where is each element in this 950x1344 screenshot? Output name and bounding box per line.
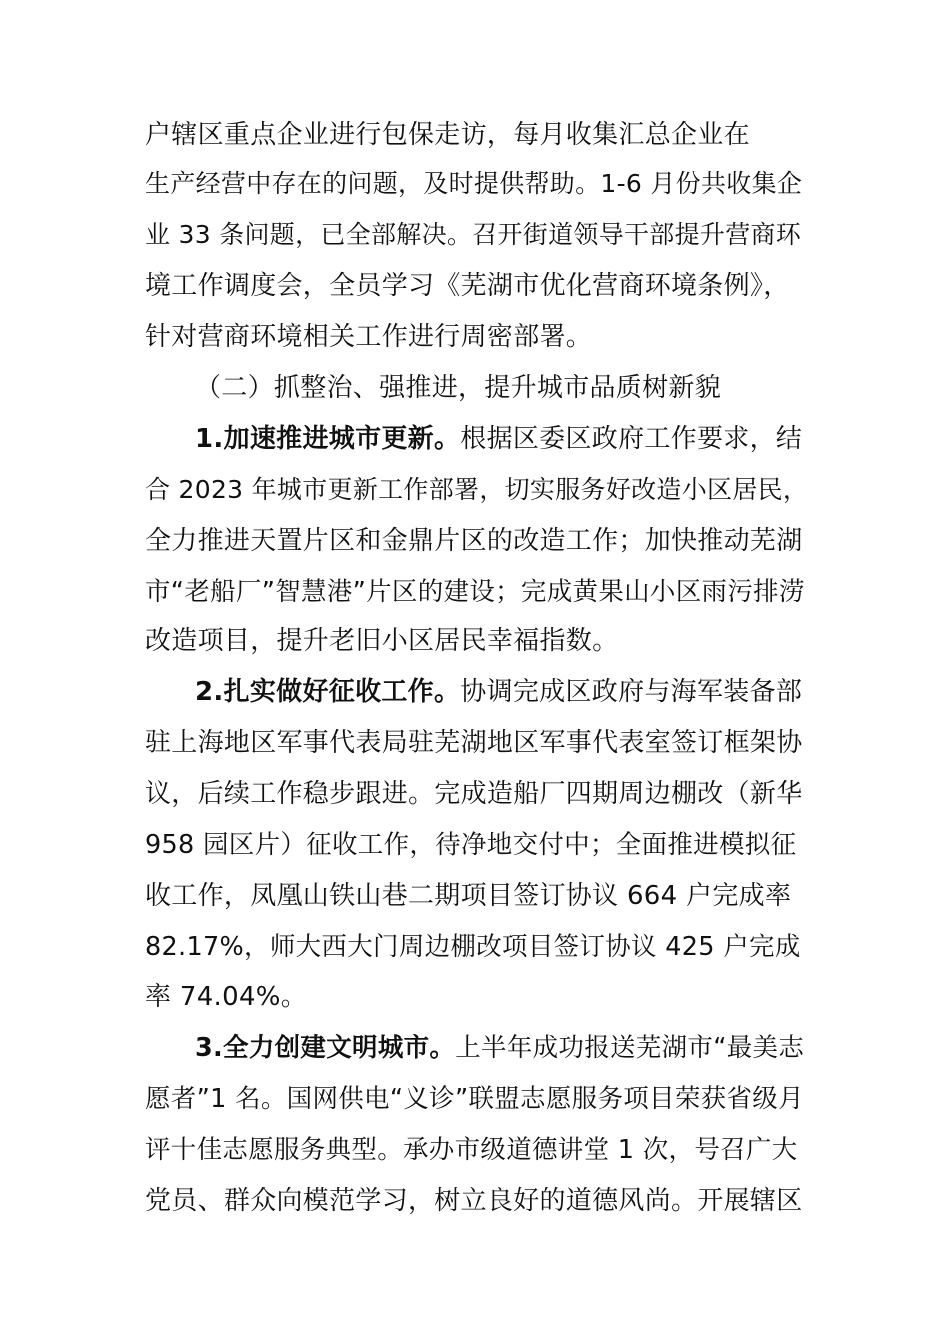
line-text: 议，后续工作稳步跟进。完成造船厂四期周边棚改（新华 (145, 779, 803, 809)
line-text: 根据区委区政府工作要求，结 (460, 424, 803, 454)
line-text: 改造项目，提升老旧小区居民幸福指数。 (145, 626, 619, 656)
text-line (145, 524, 803, 558)
text-line (145, 930, 801, 964)
line-text: 党员、群众向模范学习，树立良好的道德风尚。开展辖区 (145, 1186, 803, 1216)
text-line (145, 624, 618, 658)
line-text: 愿者”1 名。国网供电“义诊”联盟志愿服务项目荣获省级月 (145, 1084, 804, 1114)
line-text: 协调完成区政府与海军装备部 (460, 677, 803, 707)
text-line (145, 118, 750, 152)
line-text: 户辖区重点企业进行包保走访，每月收集汇总企业在 (145, 120, 750, 150)
text-line (145, 726, 803, 760)
text-line (145, 777, 803, 811)
line-text: 958 园区片）征收工作，待净地交付中；全面推进模拟征 (145, 830, 797, 860)
paragraph-start (195, 1031, 804, 1065)
line-text: 上半年成功报送芜湖市“最美志 (455, 1033, 805, 1063)
line-text: 率 74.04%。 (145, 982, 308, 1012)
text-line (145, 167, 802, 201)
text-line (145, 320, 592, 354)
line-text: 全力推进天置片区和金鼎片区的改造工作；加快推动芜湖 (145, 526, 803, 556)
line-text: 合 2023 年城市更新工作部署，切实服务好改造小区居民， (145, 475, 809, 504)
line-text: （二）抓整治、强推进，提升城市品质树新貌 (195, 373, 722, 403)
line-text: 收工作，凤凰山铁山巷二期项目签订协议 664 户完成率 (145, 881, 792, 911)
text-line (145, 473, 808, 507)
text-line (145, 828, 796, 862)
text-line (145, 218, 801, 252)
text-line (145, 1082, 804, 1116)
line-text: 市“老船厂”智慧港”片区的建设；完成黄果山小区雨污排涝 (145, 577, 805, 607)
paragraph-start (195, 422, 802, 456)
text-line (145, 980, 307, 1014)
line-text: 评十佳志愿服务典型。承办市级道德讲堂 1 次，号召广大 (145, 1135, 798, 1165)
line-text: 业 33 条问题，已全部解决。召开街道领导干部提升营商环 (145, 220, 802, 249)
text-line (145, 575, 805, 609)
text-line (145, 269, 790, 303)
line-text: 生产经营中存在的问题，及时提供帮助。1-6 月份共收集企 (145, 169, 803, 198)
text-line (145, 1184, 803, 1218)
paragraph-start (195, 675, 802, 709)
subheading: 2.扎实做好征收工作。 (195, 677, 461, 707)
line-text: 境工作调度会，全员学习《芜湖市优化营商环境条例》， (145, 271, 790, 301)
line-text: 针对营商环境相关工作进行周密部署。 (145, 322, 593, 352)
line-text: 82.17%，师大西大门周边棚改项目签订协议 425 户完成 (145, 932, 801, 962)
line-text: 驻上海地区军事代表局驻芜湖地区军事代表室签订框架协 (145, 728, 803, 758)
section-heading (195, 371, 721, 405)
subheading: 1.加速推进城市更新。 (195, 424, 461, 454)
text-line (145, 1133, 798, 1167)
text-line (145, 879, 791, 913)
subheading: 3.全力创建文明城市。 (195, 1033, 456, 1063)
